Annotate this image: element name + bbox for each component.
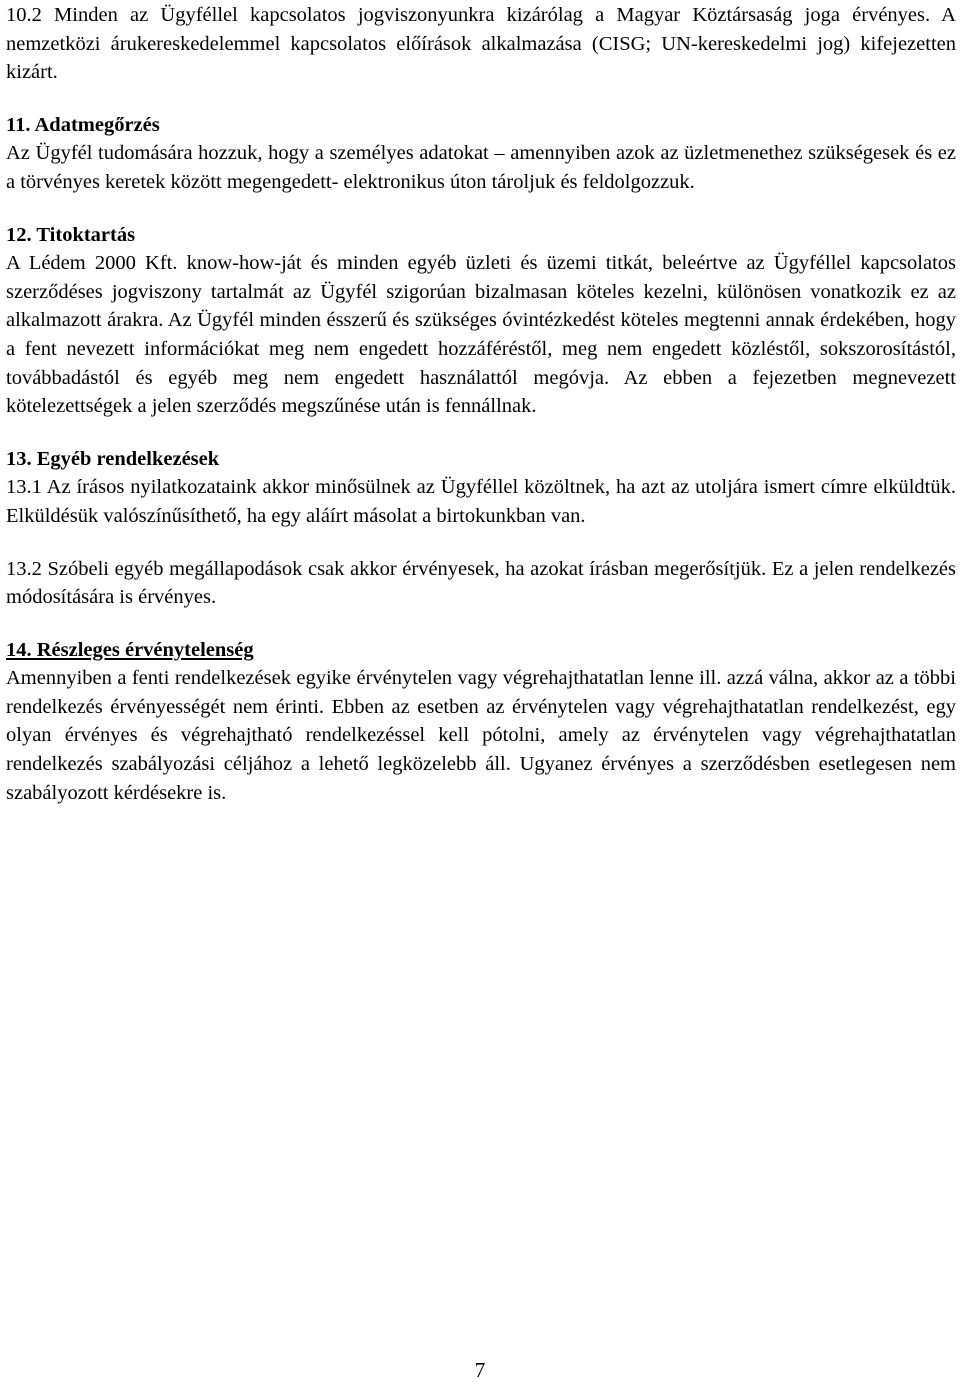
section-12-heading: 12. Titoktartás: [6, 223, 136, 246]
section-13-paragraph-2: 13.2 Szóbeli egyéb megállapodások csak akkor érvényesek, ha azokat írásban megerősítjük. Ez a jelen rendelkezés módosítására is érvényes.: [6, 557, 956, 609]
section-14-body: Amennyiben a fenti rendelkezések egyike érvénytelen vagy végrehajthatatlan lenne ill. azzá válna, akkor az a többi rendelkezés érvényességét nem érinti. Ebben az esetben az érvénytelen vagy végrehajthatatlan rendelkezést, egy olyan érvényes és végrehajtható rendelkezéssel kell pótolni, amely az érvénytelen vagy végrehajthatatlan rendelkezés szabályozási céljához a lehető legközelebb áll. Ugyanez érvényes a szerződésben esetlegesen nem szabályozott kérdésekre is.: [6, 667, 956, 804]
paragraph-10-2: 10.2 Minden az Ügyféllel kapcsolatos jogviszonyunkra kizárólag a Magyar Köztársaság joga érvényes. A nemzetközi árukereskedelemmel kapcsolatos előírások alkalmazása (CISG; UN-kereskedelmi jog) kifejezetten kizárt.: [6, 4, 956, 84]
section-11-body: Az Ügyfél tudomására hozzuk, hogy a személyes adatokat – amennyiben azok az üzletmenethez szükségesek és ez a törvényes keretek között megengedett- elektronikus úton tároljuk és feldolgozzuk.: [6, 142, 956, 193]
section-11-heading: 11. Adatmegőrzés: [6, 113, 160, 136]
document-page: [6, 1, 956, 807]
section-11: [6, 111, 956, 197]
section-13-heading: 13. Egyéb rendelkezések: [6, 447, 220, 470]
section-12: [6, 221, 956, 421]
section-13: [6, 445, 956, 612]
page-number: 7: [474, 1358, 486, 1382]
section-14-heading: 14. Részleges érvénytelenség: [6, 638, 254, 661]
section-13-paragraph-1: 13.1 Az írásos nyilatkozataink akkor minősülnek az Ügyféllel közöltnek, ha azt az utoljára ismert címre elküldtük. Elküldésük valószínűsíthető, ha egy aláírt másolat a birtokunkban van.: [6, 476, 956, 527]
section-14: [6, 636, 956, 808]
section-12-body: A Lédem 2000 Kft. know-how-ját és minden egyéb üzleti és üzemi titkát, beleértve az Ügyféllel kapcsolatos szerződéses jogviszony tartalmát az Ügyfél szigorúan bizalmasan köteles kezelni, különösen vonatkozik ez az alkalmazott árakra. Az Ügyfél minden ésszerű és szükséges óvintézkedést köteles megtenni annak érdekében, hogy a fent nevezett információkat meg nem engedett hozzáféréstől, meg nem engedett közléstől, sokszorosítástól, továbbadástól és egyéb meg nem engedett használattól megóvja. Az ebben a fejezetben megnevezett kötelezettségek a jelen szerződés megszűnése után is fennállnak.: [6, 252, 956, 418]
